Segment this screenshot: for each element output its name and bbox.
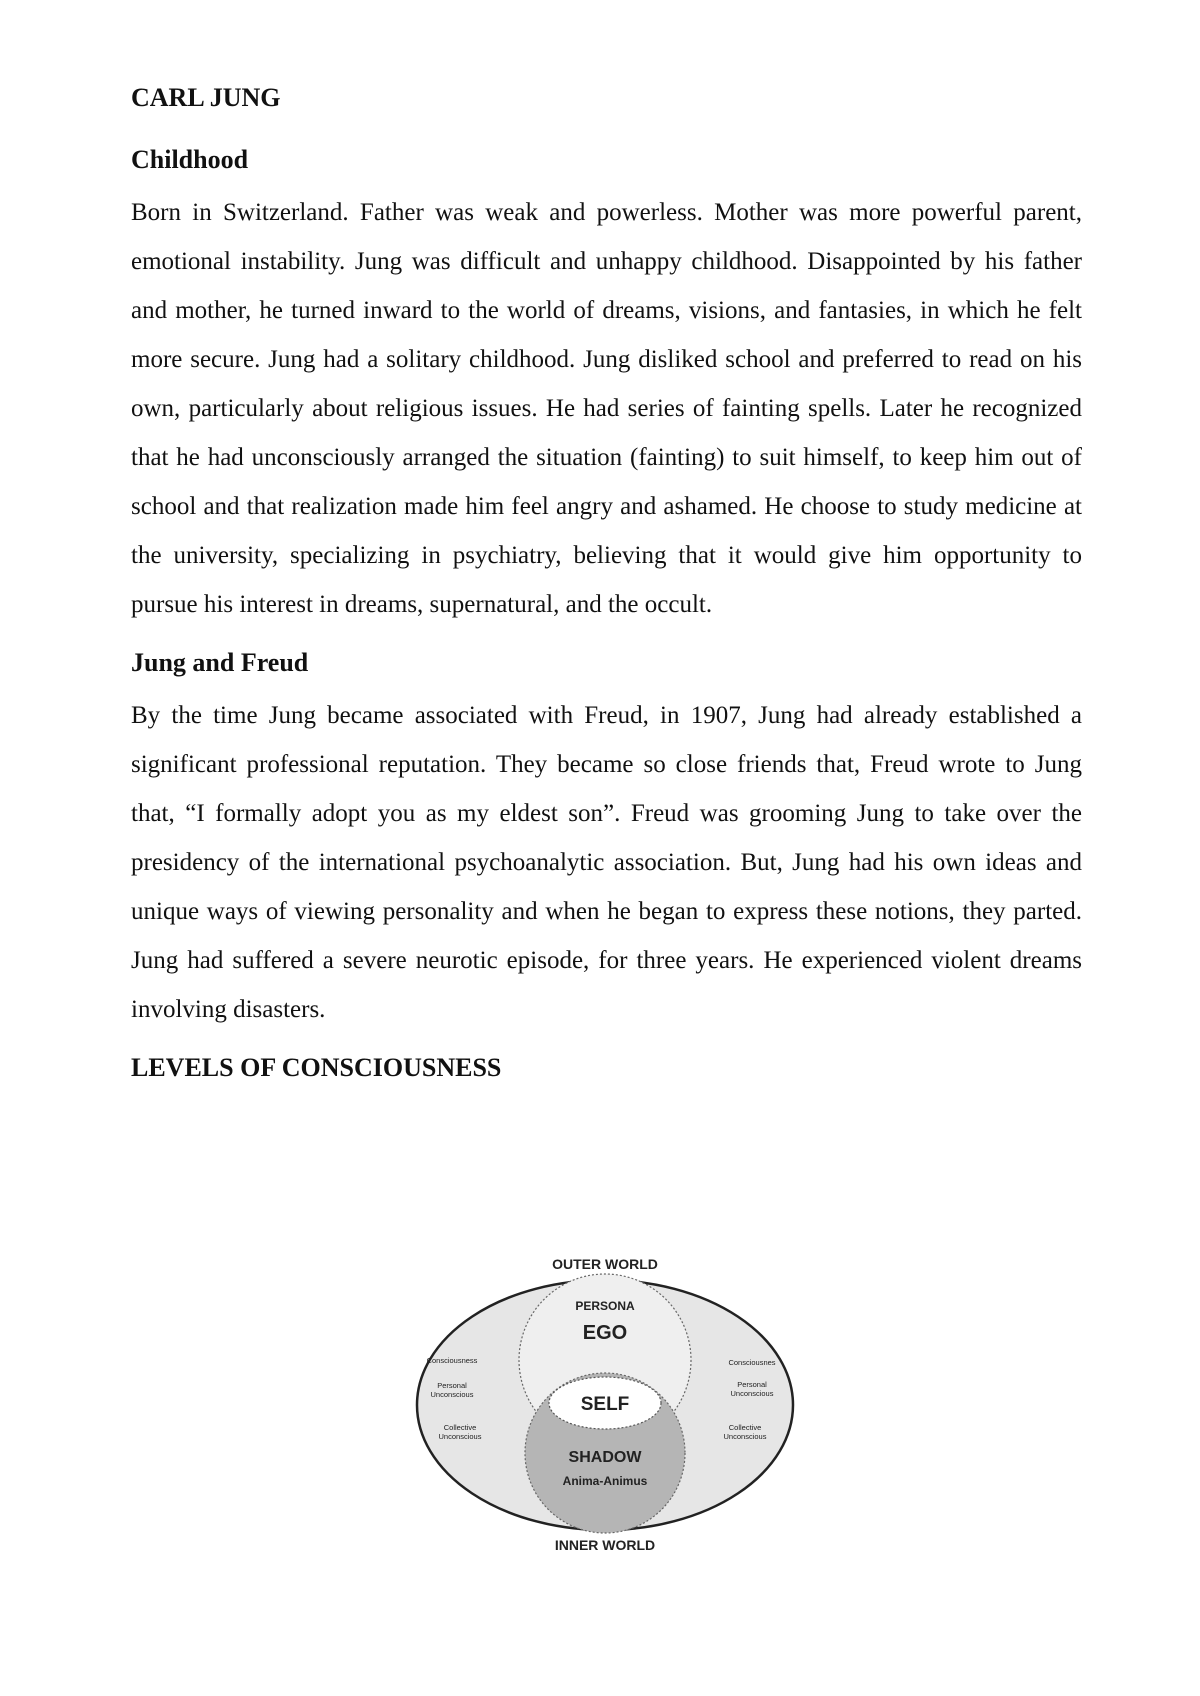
ego-label: EGO bbox=[582, 1322, 628, 1344]
inner-world-label: INNER WORLD bbox=[554, 1537, 656, 1553]
section-paragraph-childhood: Born in Switzerland. Father was weak and powerless. Mother was more powerful parent, emotional instability. Jung was difficult and unhappy childhood. Disappointed by his father and mother, he turned inward to the world of dreams, visions, and fantasies, in which he felt more secure. Jung had a solitary childhood. Jung disliked school and preferred to read on his own, particularly about religious issues. He had series of fainting spells. Later he recognized that he had unconsciously arranged the situation (fainting) to suit himself, to keep him out of school and that realization made him feel angry and ashamed. He choose to study medicine at the university, specializing in psychiatry, believing that it would give him opportunity to pursue his interest in dreams, supernatural, and the occult. bbox=[131, 199, 1082, 618]
section-heading-childhood: Childhood bbox=[131, 145, 249, 174]
section-heading-jung-freud: Jung and Freud bbox=[131, 648, 309, 677]
right-collective-label-1: Collective bbox=[728, 1423, 762, 1432]
left-personal-label-1: Personal bbox=[437, 1381, 467, 1390]
left-personal-label-2: Unconscious bbox=[430, 1390, 474, 1399]
persona-label: PERSONA bbox=[575, 1299, 635, 1313]
document-title: CARL JUNG bbox=[131, 83, 281, 112]
consciousness-diagram bbox=[410, 1255, 800, 1555]
right-personal-label-1: Personal bbox=[737, 1380, 767, 1389]
left-consciousness-label: Consciousness bbox=[426, 1356, 478, 1365]
left-collective-label-1: Collective bbox=[443, 1423, 477, 1432]
self-label: SELF bbox=[580, 1394, 630, 1415]
document-page bbox=[131, 78, 1082, 1096]
right-collective-label-2: Unconscious bbox=[723, 1432, 767, 1441]
right-personal-label-2: Unconscious bbox=[730, 1389, 774, 1398]
outer-world-label: OUTER WORLD bbox=[552, 1256, 658, 1272]
consciousness-diagram-svg bbox=[410, 1255, 800, 1555]
right-consciousness-label: Consciousnes bbox=[728, 1358, 776, 1367]
anima-animus-label: Anima-Animus bbox=[562, 1474, 648, 1488]
section-paragraph-jung-freud: By the time Jung became associated with Freud, in 1907, Jung had already established a significant professional reputation. They became so close friends that, Freud wrote to Jung that, “I formally adopt you as my eldest son”. Freud was grooming Jung to take over the presidency of the international psychoanalytic association. But, Jung had his own ideas and unique ways of viewing personality and when he began to express these notions, they parted. Jung had suffered a severe neurotic episode, for three years. He experienced violent dreams involving disasters. bbox=[131, 702, 1082, 1023]
shadow-label: SHADOW bbox=[568, 1449, 642, 1466]
levels-heading: LEVELS OF CONSCIOUSNESS bbox=[131, 1053, 502, 1082]
left-collective-label-2: Unconscious bbox=[438, 1432, 482, 1441]
